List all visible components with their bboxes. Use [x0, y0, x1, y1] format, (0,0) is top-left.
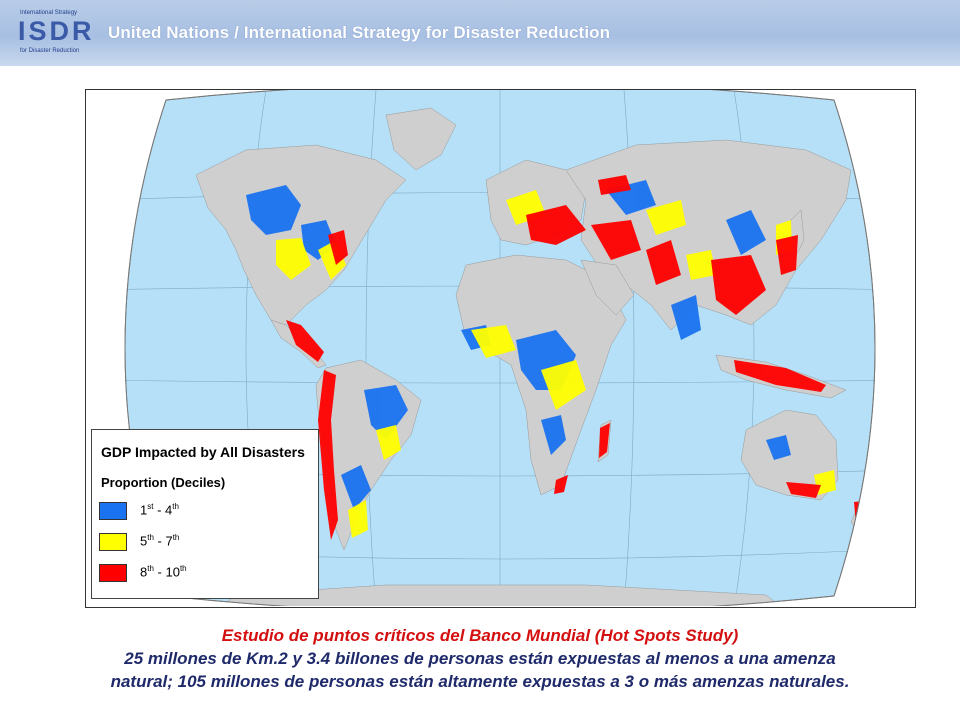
legend-swatch-yellow [99, 533, 127, 551]
legend-label-1-4: 1st - 4th [140, 502, 179, 518]
legend-label-5-7: 5th - 7th [140, 533, 180, 549]
logo-acronym: ISDR [18, 16, 95, 46]
logo-bottom-line: for Disaster Reduction [20, 48, 80, 54]
slide-caption [0, 624, 960, 693]
logo-top-line: International Strategy [20, 10, 78, 16]
caption-line-2: natural; 105 millones de personas están altamente expuestas a 3 o más amenzas naturales. [110, 672, 850, 691]
header-bar [0, 0, 960, 66]
legend-title: GDP Impacted by All Disasters [101, 444, 305, 460]
legend-label-8-10: 8th - 10th [140, 564, 187, 580]
header-title: United Nations / International Strategy for Disaster Reduction [108, 23, 611, 42]
legend-swatch-red [99, 564, 127, 582]
caption-title: Estudio de puntos críticos del Banco Mundial (Hot Spots Study) [221, 626, 739, 645]
legend-subtitle: Proportion (Deciles) [101, 475, 226, 490]
isdr-logo [10, 8, 100, 58]
caption-line-1: 25 millones de Km.2 y 3.4 billones de personas están expuestas al menos a una amenza [124, 649, 836, 668]
map-legend [91, 429, 319, 599]
legend-swatch-blue [99, 502, 127, 520]
